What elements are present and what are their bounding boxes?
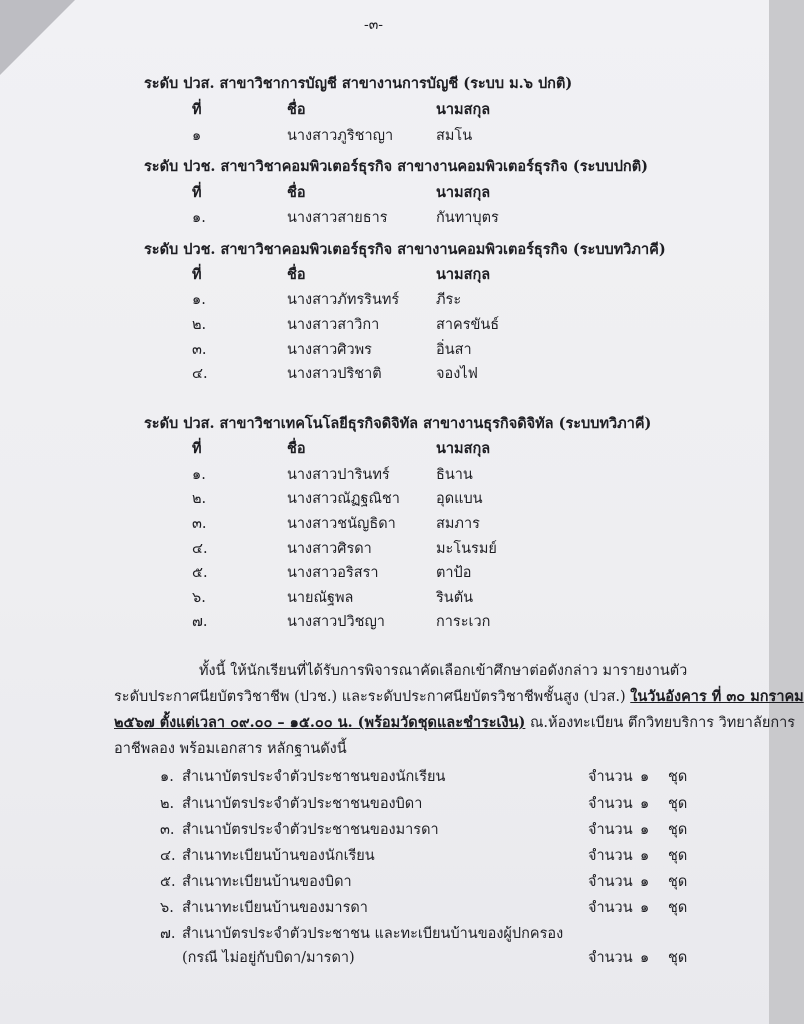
doc-no: ๒. — [160, 796, 175, 812]
folded-corner — [0, 0, 75, 75]
row-no: ๑. — [192, 467, 206, 483]
row-name: นางสาวศิรดา — [287, 541, 372, 557]
doc-text: สำเนาทะเบียนบ้านของมารดา — [182, 900, 368, 916]
notice-line-2 — [114, 685, 804, 708]
notice-line-2-text: ระดับประกาศนียบัตรวิชาชีพ (ปวช.) และระดับประกาศนียบัตรวิชาชีพชั้นสูง (ปวส.) — [114, 689, 631, 705]
row-name: นางสาวปริชาติ — [287, 366, 382, 382]
row-no: ๗. — [192, 614, 208, 630]
doc-amount-label: จำนวน — [588, 874, 633, 890]
row-no: ๑. — [192, 292, 206, 308]
col-header-surname: นามสกุล — [436, 440, 491, 457]
notice-date-underlined: ในวันอังคาร ที่ ๓๐ มกราคม — [630, 688, 804, 705]
notice-line-4: อาชีพลอง พร้อมเอกสาร หลักฐานดังนี้ — [114, 741, 347, 757]
doc-text: สำเนาบัตรประจำตัวประชาชน และทะเบียนบ้านของผู้ปกครอง — [182, 926, 564, 942]
doc-amount-label: จำนวน — [588, 769, 633, 785]
doc-text: สำเนาบัตรประจำตัวประชาชนของบิดา — [182, 796, 423, 812]
row-no: ๔. — [192, 541, 208, 557]
col-header-surname: นามสกุล — [436, 184, 491, 201]
doc-unit: ชุด — [668, 950, 688, 966]
col-header-surname: นามสกุล — [436, 266, 491, 283]
doc-unit: ชุด — [668, 848, 688, 864]
section-title: ระดับ ปวช. สาขาวิชาคอมพิวเตอร์ธุรกิจ สาขางานคอมพิวเตอร์ธุรกิจ (ระบบปกติ) — [144, 158, 648, 175]
doc-count: ๑ — [640, 950, 650, 966]
doc-text: สำเนาทะเบียนบ้านของนักเรียน — [182, 848, 375, 864]
doc-count: ๑ — [640, 822, 650, 838]
col-header-name: ชื่อ — [287, 266, 306, 283]
doc-no: ๕. — [160, 874, 176, 890]
col-header-name: ชื่อ — [287, 184, 306, 201]
doc-no: ๓. — [160, 822, 175, 838]
row-no: ๑. — [192, 210, 206, 226]
col-header-no: ที่ — [192, 184, 202, 201]
col-header-no: ที่ — [192, 266, 202, 283]
doc-amount-label: จำนวน — [588, 950, 633, 966]
col-header-name: ชื่อ — [287, 440, 306, 457]
notice-location-text: ณ.ห้องทะเบียน ตึกวิทยบริการ วิทยาลัยการ — [525, 715, 796, 731]
col-header-no: ที่ — [192, 440, 202, 457]
doc-unit: ชุด — [668, 900, 688, 916]
notice-line-1: ทั้งนี้ ให้นักเรียนที่ได้รับการพิจารณาคัดเลือกเข้าศึกษาต่อดังกล่าว มารายงานตัว — [199, 663, 688, 679]
doc-unit: ชุด — [668, 822, 688, 838]
section-title: ระดับ ปวส. สาขาวิชาการบัญชี สาขางานการบัญชี (ระบบ ม.๖ ปกติ) — [144, 75, 573, 92]
doc-amount-label: จำนวน — [588, 822, 633, 838]
row-surname: ภีระ — [436, 292, 462, 308]
row-name: นายณัฐพล — [287, 590, 354, 606]
row-name: นางสาวปวิชญา — [287, 614, 385, 630]
row-surname: การะเวก — [436, 614, 491, 630]
col-header-no: ที่ — [192, 101, 202, 118]
row-surname: มะโนรมย์ — [436, 541, 497, 557]
doc-text: สำเนาบัตรประจำตัวประชาชนของมารดา — [182, 822, 439, 838]
row-no: ๓. — [192, 342, 207, 358]
doc-amount-label: จำนวน — [588, 900, 633, 916]
row-name: นางสาวอริสรา — [287, 565, 379, 581]
doc-note: (กรณี ไม่อยู่กับบิดา/มารดา) — [182, 950, 355, 966]
doc-no: ๑. — [160, 769, 174, 785]
doc-unit: ชุด — [668, 874, 688, 890]
row-surname: อุดแบน — [436, 491, 483, 507]
row-surname: ตาป้อ — [436, 565, 472, 581]
doc-no: ๗. — [160, 926, 176, 942]
section-title: ระดับ ปวช. สาขาวิชาคอมพิวเตอร์ธุรกิจ สาขางานคอมพิวเตอร์ธุรกิจ (ระบบทวิภาคี) — [144, 241, 666, 258]
row-no: ๒. — [192, 491, 207, 507]
row-no: ๔. — [192, 366, 208, 382]
col-header-surname: นามสกุล — [436, 101, 491, 118]
row-surname: อิ่นสา — [436, 342, 472, 358]
row-name: นางสาวสาวิกา — [287, 317, 380, 333]
doc-count: ๑ — [640, 874, 650, 890]
doc-count: ๑ — [640, 796, 650, 812]
row-no: ๕. — [192, 565, 208, 581]
doc-amount-label: จำนวน — [588, 796, 633, 812]
row-surname: สมโน — [436, 128, 473, 144]
doc-no: ๖. — [160, 900, 174, 916]
notice-time-underlined: ๒๕๖๗ ตั้งแต่เวลา ๐๙.๐๐ – ๑๕.๐๐ น. (พร้อมวัดชุดและชำระเงิน) — [114, 714, 526, 731]
doc-unit: ชุด — [668, 796, 688, 812]
row-name: นางสาวปารินทร์ — [287, 467, 390, 483]
row-surname: ธินาน — [436, 467, 473, 483]
doc-no: ๔. — [160, 848, 176, 864]
row-name: นางสาวณัฏฐณิชา — [287, 491, 400, 507]
col-header-name: ชื่อ — [287, 101, 306, 118]
row-surname: จองไฟ — [436, 366, 478, 382]
row-no: ๓. — [192, 516, 207, 532]
row-no: ๒. — [192, 317, 207, 333]
section-title: ระดับ ปวส. สาขาวิชาเทคโนโลยีธุรกิจดิจิทัล สาขางานธุรกิจดิจิทัล (ระบบทวิภาคี) — [144, 415, 652, 432]
row-surname: สมภาร — [436, 516, 480, 532]
row-surname: กันทาบุตร — [436, 210, 499, 226]
doc-unit: ชุด — [668, 769, 688, 785]
notice-line-3 — [114, 711, 795, 734]
row-name: นางสาวภูริชาญา — [287, 128, 394, 144]
doc-count: ๑ — [640, 769, 650, 785]
doc-count: ๑ — [640, 848, 650, 864]
doc-amount-label: จำนวน — [588, 848, 633, 864]
row-name: นางสาวชนัญธิดา — [287, 516, 396, 532]
row-name: นางสาวศิวพร — [287, 342, 372, 358]
row-surname: รินตัน — [436, 590, 474, 606]
row-name: นางสาวสายธาร — [287, 210, 388, 226]
doc-count: ๑ — [640, 900, 650, 916]
row-surname: สาครขันธ์ — [436, 317, 500, 333]
doc-text: สำเนาบัตรประจำตัวประชาชนของนักเรียน — [182, 769, 446, 785]
row-no: ๖. — [192, 590, 206, 606]
row-no: ๑ — [192, 128, 202, 144]
page-number: -๓- — [364, 17, 384, 33]
row-name: นางสาวภัทรรินทร์ — [287, 292, 400, 308]
doc-text: สำเนาทะเบียนบ้านของบิดา — [182, 874, 352, 890]
